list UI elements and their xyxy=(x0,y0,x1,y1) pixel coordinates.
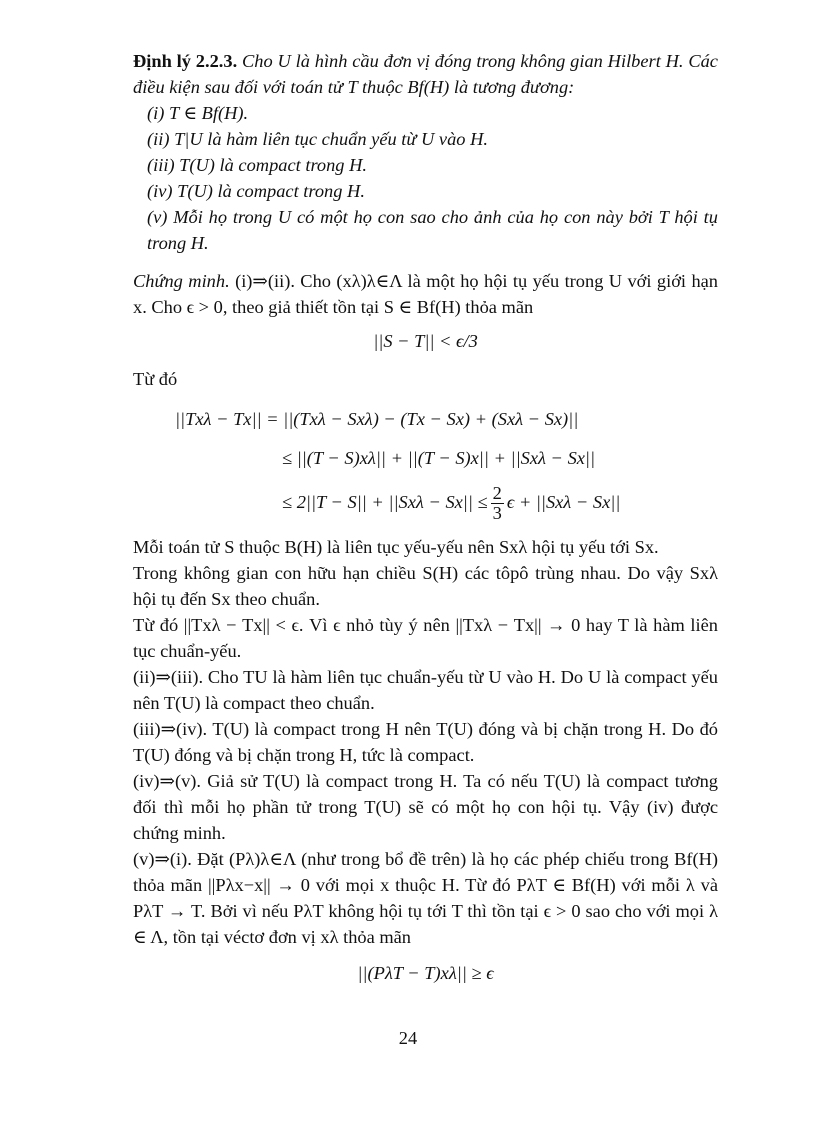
theorem-text: Cho U là hình cầu đơn vị đóng trong không gian Hilbert H. Các điều kiện sau đối với toán tử T thuộc Bf(H) là tương đương: xyxy=(133,51,718,97)
paragraph-4: (ii)⇒(iii). Cho TU là hàm liên tục chuẩn-yếu từ U vào H. Do U là compact yếu nên T(U) là compact theo chuẩn. xyxy=(133,667,718,713)
tu-do-text: Từ đó xyxy=(133,369,178,389)
fraction-numerator: 2 xyxy=(492,483,502,504)
equation-1: ||S − T|| < ϵ/3 xyxy=(373,331,478,351)
equation-2-line-3-left: ≤ 2||T − S|| + ||Sxλ − Sx|| ≤ xyxy=(282,492,488,512)
equation-2-line-1: ||Txλ − Tx|| = ||(Txλ − Sxλ) − (Tx − Sx) + (Sxλ − Sx)|| xyxy=(175,409,579,429)
paragraph-7: (v)⇒(i). Đặt (Pλ)λ∈Λ (như trong bổ đề trên) là họ các phép chiếu trong Bf(H) thỏa mãn ||Pλx−x|| → 0 với mọi x thuộc H. Từ đó PλT ∈ Bf(H) với mỗi λ và PλT → T. Bởi vì nếu PλT không hội tụ tới T thì tồn tại ϵ > 0 sao cho với mọi λ ∈ Λ, tồn tại véctơ đơn vị xλ thỏa mãn xyxy=(133,849,718,947)
condition-iv: (iv) T(U) là compact trong H. xyxy=(147,181,365,201)
paragraph-5: (iii)⇒(iv). T(U) là compact trong H nên T(U) đóng và bị chặn trong H. Do đó T(U) đóng và bị chặn trong H, tức là compact. xyxy=(133,719,718,765)
two-thirds-fraction xyxy=(491,484,504,523)
condition-i: (i) T ∈ Bf(H). xyxy=(147,103,249,123)
proof-intro-text: (i)⇒(ii). Cho (xλ)λ∈Λ là một họ hội tụ yếu trong U với giới hạn x. Cho ϵ > 0, theo giả thiết tồn tại S ∈ Bf(H) thỏa mãn xyxy=(133,271,718,317)
paragraph-3: Từ đó ||Txλ − Tx|| < ϵ. Vì ϵ nhỏ tùy ý nên ||Txλ − Tx|| → 0 hay T là hàm liên tục chuẩn-yếu. xyxy=(133,615,718,661)
equation-2-line-2: ≤ ||(T − S)xλ|| + ||(T − S)x|| + ||Sxλ − Sx|| xyxy=(282,448,596,468)
equation-2-line-3 xyxy=(133,478,718,526)
fraction-denominator: 3 xyxy=(492,503,502,524)
paragraph-2: Trong không gian con hữu hạn chiều S(H) các tôpô trùng nhau. Do vậy Sxλ hội tụ đến Sx theo chuẩn. xyxy=(133,563,718,609)
page-body xyxy=(133,48,718,986)
condition-ii: (ii) T|U là hàm liên tục chuẩn yếu từ U vào H. xyxy=(147,129,488,149)
theorem-label: Định lý 2.2.3. xyxy=(133,51,238,71)
condition-v: (v) Mỗi họ trong U có một họ con sao cho ảnh của họ con này bởi T hội tụ trong H. xyxy=(147,207,718,253)
condition-iii: (iii) T(U) là compact trong H. xyxy=(147,155,367,175)
theorem-statement xyxy=(133,48,718,100)
equation-2-line-3-right: ϵ + ||Sxλ − Sx|| xyxy=(506,492,621,512)
equation-3: ||(PλT − T)xλ|| ≥ ϵ xyxy=(357,963,494,983)
paragraph-1: Mỗi toán tử S thuộc B(H) là liên tục yếu-yếu nên Sxλ hội tụ yếu tới Sx. xyxy=(133,537,659,557)
proof-intro xyxy=(133,268,718,320)
proof-label: Chứng minh. xyxy=(133,271,230,291)
paragraph-6: (iv)⇒(v). Giả sử T(U) là compact trong H. Ta có nếu T(U) là compact tương đối thì mỗi họ phần tử trong T(U) sẽ có một họ con hội tụ. Vậy (iv) được chứng minh. xyxy=(133,771,718,843)
page-number: 24 xyxy=(398,1028,418,1048)
